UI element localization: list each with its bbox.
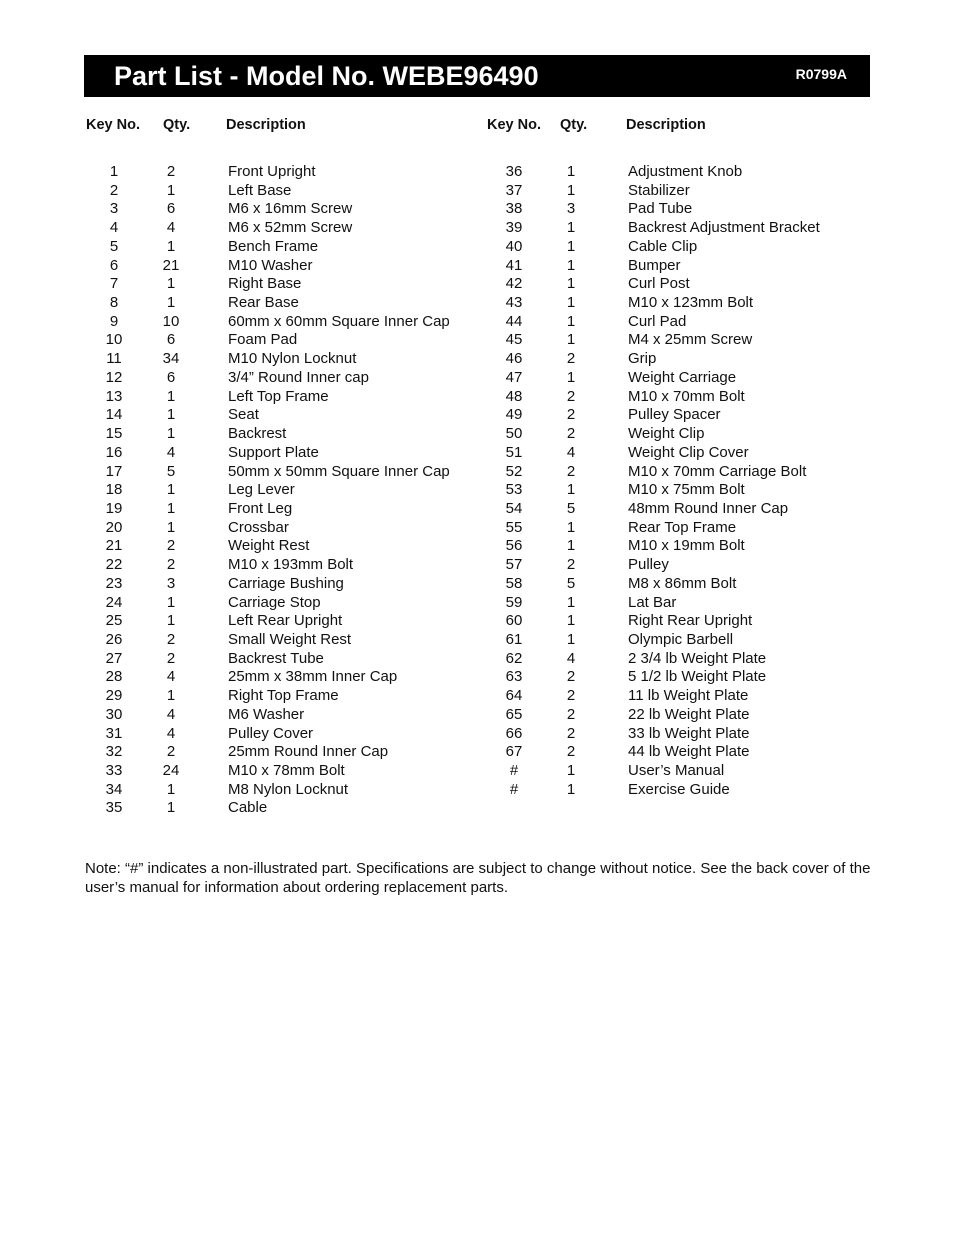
part-description: 3/4” Round Inner cap xyxy=(228,368,369,386)
part-qty: 1 xyxy=(566,518,576,536)
part-row xyxy=(0,706,870,725)
part-key-no: 37 xyxy=(505,181,523,199)
part-key-no: 2 xyxy=(109,181,119,199)
part-description: Carriage Bushing xyxy=(228,574,344,592)
part-description: M10 x 75mm Bolt xyxy=(628,481,745,499)
part-description: M10 x 70mm Bolt xyxy=(628,387,745,405)
part-key-no: 48 xyxy=(505,387,523,405)
part-row xyxy=(0,275,870,294)
part-row xyxy=(0,781,870,800)
part-description: 22 lb Weight Plate xyxy=(628,705,750,723)
part-qty: 6 xyxy=(166,368,176,386)
part-description: M10 x 70mm Carriage Bolt xyxy=(628,462,807,480)
part-key-no: 38 xyxy=(505,200,523,218)
part-qty: 1 xyxy=(166,237,176,255)
part-qty: 1 xyxy=(166,780,176,798)
part-key-no: 20 xyxy=(105,518,123,536)
part-key-no: 13 xyxy=(105,387,123,405)
part-description: Pulley Spacer xyxy=(628,406,721,424)
part-key-no: 30 xyxy=(105,705,123,723)
part-key-no: 33 xyxy=(105,762,123,779)
part-key-no: 28 xyxy=(105,668,123,686)
part-qty: 1 xyxy=(166,499,176,517)
part-key-no: 14 xyxy=(105,406,123,424)
left-header-description: Description xyxy=(226,117,306,133)
part-qty: 1 xyxy=(566,312,576,330)
part-row xyxy=(0,369,870,388)
part-key-no: 46 xyxy=(505,350,523,368)
part-qty: 1 xyxy=(166,687,176,705)
part-row xyxy=(0,799,470,818)
part-qty: 2 xyxy=(566,668,576,686)
footnote: Note: “#” indicates a non-illustrated part. Specifications are subject to change without notice. See the back cover of the user’s manual for information about ordering replacement parts. xyxy=(85,860,871,896)
part-description: Right Top Frame xyxy=(228,687,339,705)
part-key-no: 11 xyxy=(106,350,122,368)
part-description: Bumper xyxy=(628,256,681,274)
part-row xyxy=(0,425,870,444)
part-qty: 6 xyxy=(166,200,176,218)
part-qty: 2 xyxy=(566,743,576,761)
part-key-no: 5 xyxy=(109,237,119,255)
part-key-no: 52 xyxy=(505,462,523,480)
part-description: Backrest xyxy=(228,425,287,443)
part-key-no: 15 xyxy=(105,425,123,443)
part-description: M10 x 19mm Bolt xyxy=(628,537,745,555)
part-qty: 4 xyxy=(166,724,176,742)
part-description: 60mm x 60mm Square Inner Cap xyxy=(228,312,450,330)
part-qty: 1 xyxy=(166,799,176,817)
part-description: Left Top Frame xyxy=(228,387,329,405)
part-qty: 2 xyxy=(166,556,176,574)
part-key-no: 39 xyxy=(505,219,523,237)
part-description: Rear Base xyxy=(228,294,299,312)
part-qty: 2 xyxy=(566,556,576,574)
part-qty: 1 xyxy=(566,163,576,180)
part-qty: 2 xyxy=(566,687,576,705)
part-key-no: 54 xyxy=(505,499,523,517)
part-key-no: # xyxy=(509,762,519,779)
part-qty: 3 xyxy=(566,200,576,218)
part-description: Weight Carriage xyxy=(628,368,737,386)
part-qty: 1 xyxy=(566,219,576,237)
part-qty: 1 xyxy=(166,294,176,312)
part-row xyxy=(0,406,870,425)
part-description: 50mm x 50mm Square Inner Cap xyxy=(228,462,450,480)
part-key-no: 65 xyxy=(505,705,523,723)
part-description: M10 x 78mm Bolt xyxy=(228,762,345,779)
part-description: Adjustment Knob xyxy=(628,163,743,180)
part-description: Carriage Stop xyxy=(228,593,321,611)
part-key-no: 64 xyxy=(505,687,523,705)
page-title: Part List - Model No. WEBE96490 xyxy=(114,61,539,91)
part-description: Weight Rest xyxy=(228,537,310,555)
part-key-no: 43 xyxy=(505,294,523,312)
part-description: 2 3/4 lb Weight Plate xyxy=(628,649,767,667)
part-qty: 3 xyxy=(166,574,176,592)
part-key-no: 9 xyxy=(109,312,119,330)
part-qty: 2 xyxy=(566,724,576,742)
part-key-no: 19 xyxy=(105,499,123,517)
part-qty: 1 xyxy=(566,481,576,499)
part-description: Foam Pad xyxy=(228,331,298,349)
right-header-key-no: Key No. xyxy=(487,117,541,133)
part-key-no: 7 xyxy=(109,275,119,293)
part-description: 25mm Round Inner Cap xyxy=(228,743,389,761)
part-key-no: 42 xyxy=(505,275,523,293)
part-description: Left Base xyxy=(228,181,292,199)
part-key-no: 4 xyxy=(109,219,119,237)
part-key-no: 34 xyxy=(105,780,123,798)
part-qty: 2 xyxy=(566,350,576,368)
part-qty: 4 xyxy=(566,649,576,667)
part-key-no: 17 xyxy=(105,462,123,480)
part-key-no: 56 xyxy=(505,537,523,555)
part-row xyxy=(0,762,870,781)
part-key-no: 55 xyxy=(505,518,523,536)
part-qty: 5 xyxy=(566,574,576,592)
part-qty: 1 xyxy=(166,181,176,199)
part-qty: 5 xyxy=(166,462,176,480)
part-key-no: 50 xyxy=(505,425,523,443)
part-description: Cable Clip xyxy=(628,237,698,255)
part-qty: 1 xyxy=(166,425,176,443)
part-row xyxy=(0,182,870,201)
part-qty: 1 xyxy=(166,387,176,405)
part-qty: 2 xyxy=(566,705,576,723)
part-qty: 1 xyxy=(166,406,176,424)
part-qty: 1 xyxy=(566,331,576,349)
part-row xyxy=(0,668,870,687)
parts-list-right xyxy=(0,163,870,799)
part-description: Leg Lever xyxy=(228,481,295,499)
part-key-no: 10 xyxy=(105,331,123,349)
part-description: Grip xyxy=(628,350,657,368)
part-description: M8 Nylon Locknut xyxy=(228,780,349,798)
part-description: Weight Clip xyxy=(628,425,705,443)
part-key-no: 6 xyxy=(109,256,119,274)
part-key-no: 29 xyxy=(105,687,123,705)
part-row xyxy=(0,163,870,182)
part-key-no: 35 xyxy=(105,799,123,817)
part-row xyxy=(0,556,870,575)
part-description: Pulley xyxy=(628,556,669,574)
part-qty: 2 xyxy=(566,406,576,424)
part-description: Lat Bar xyxy=(628,593,677,611)
part-qty: 4 xyxy=(166,443,176,461)
part-key-no: 57 xyxy=(505,556,523,574)
part-description: Olympic Barbell xyxy=(628,630,734,648)
part-row xyxy=(0,331,870,350)
part-qty: 1 xyxy=(566,780,576,798)
part-qty: 1 xyxy=(166,518,176,536)
part-key-no: 21 xyxy=(105,537,123,555)
part-qty: 1 xyxy=(566,181,576,199)
part-description: Curl Pad xyxy=(628,312,687,330)
part-qty: 1 xyxy=(566,294,576,312)
part-description: Support Plate xyxy=(228,443,319,461)
right-header-description: Description xyxy=(626,117,706,133)
part-key-no: 23 xyxy=(105,574,123,592)
part-description: Exercise Guide xyxy=(628,780,730,798)
part-key-no: 67 xyxy=(505,743,523,761)
part-description: Stabilizer xyxy=(628,181,690,199)
part-key-no: # xyxy=(509,780,519,798)
part-qty: 2 xyxy=(166,649,176,667)
part-qty: 1 xyxy=(566,275,576,293)
part-row xyxy=(0,743,870,762)
part-description: Pad Tube xyxy=(628,200,693,218)
part-qty: 2 xyxy=(166,163,176,180)
part-description: 44 lb Weight Plate xyxy=(628,743,750,761)
part-qty: 4 xyxy=(166,705,176,723)
part-description: M10 Washer xyxy=(228,256,313,274)
part-description: Pulley Cover xyxy=(228,724,314,742)
title-bar xyxy=(84,55,870,97)
part-description: Backrest Adjustment Bracket xyxy=(628,219,820,237)
part-description: Right Rear Upright xyxy=(628,612,753,630)
part-qty: 24 xyxy=(162,762,180,779)
part-row xyxy=(0,500,870,519)
part-description: M8 x 86mm Bolt xyxy=(628,574,737,592)
part-row xyxy=(0,313,870,332)
part-qty: 2 xyxy=(166,630,176,648)
part-qty: 1 xyxy=(166,612,176,630)
part-description: Small Weight Rest xyxy=(228,630,352,648)
part-row xyxy=(0,612,870,631)
part-key-no: 16 xyxy=(105,443,123,461)
part-key-no: 60 xyxy=(505,612,523,630)
part-key-no: 47 xyxy=(505,368,523,386)
part-row xyxy=(0,219,870,238)
part-description: 25mm x 38mm Inner Cap xyxy=(228,668,398,686)
part-key-no: 53 xyxy=(505,481,523,499)
part-row xyxy=(0,200,870,219)
part-row xyxy=(0,257,870,276)
part-qty: 1 xyxy=(166,593,176,611)
part-row xyxy=(0,519,870,538)
part-description: M4 x 25mm Screw xyxy=(628,331,753,349)
part-row xyxy=(0,575,870,594)
part-key-no: 26 xyxy=(105,630,123,648)
part-key-no: 45 xyxy=(505,331,523,349)
part-key-no: 22 xyxy=(105,556,123,574)
part-qty: 2 xyxy=(166,537,176,555)
part-key-no: 27 xyxy=(105,649,123,667)
part-qty: 1 xyxy=(566,762,576,779)
part-description: M6 x 52mm Screw xyxy=(228,219,353,237)
part-qty: 4 xyxy=(566,443,576,461)
part-key-no: 62 xyxy=(505,649,523,667)
part-qty: 34 xyxy=(162,350,180,368)
part-key-no: 18 xyxy=(105,481,123,499)
part-row xyxy=(0,388,870,407)
part-key-no: 3 xyxy=(109,200,119,218)
part-key-no: 49 xyxy=(505,406,523,424)
part-row xyxy=(0,238,870,257)
part-description: Rear Top Frame xyxy=(628,518,737,536)
part-row xyxy=(0,463,870,482)
part-row xyxy=(0,350,870,369)
part-description: Backrest Tube xyxy=(228,649,324,667)
part-description: M10 Nylon Locknut xyxy=(228,350,357,368)
part-qty: 1 xyxy=(566,612,576,630)
part-qty: 5 xyxy=(566,499,576,517)
part-qty: 1 xyxy=(566,537,576,555)
part-qty: 2 xyxy=(166,743,176,761)
part-description: Curl Post xyxy=(628,275,690,293)
part-key-no: 51 xyxy=(505,443,523,461)
part-description: Cable xyxy=(228,799,268,817)
part-qty: 2 xyxy=(566,387,576,405)
part-qty: 2 xyxy=(566,425,576,443)
part-description: Weight Clip Cover xyxy=(628,443,749,461)
part-description: M6 Washer xyxy=(228,705,305,723)
part-row xyxy=(0,725,870,744)
part-row xyxy=(0,687,870,706)
part-description: Right Base xyxy=(228,275,302,293)
part-qty: 1 xyxy=(566,630,576,648)
part-key-no: 36 xyxy=(505,163,523,180)
part-description: 11 lb Weight Plate xyxy=(628,687,749,705)
part-description: Seat xyxy=(228,406,259,424)
part-description: M6 x 16mm Screw xyxy=(228,200,353,218)
part-description: M10 x 193mm Bolt xyxy=(228,556,354,574)
part-key-no: 25 xyxy=(105,612,123,630)
part-row xyxy=(0,631,870,650)
part-key-no: 44 xyxy=(505,312,523,330)
part-key-no: 1 xyxy=(109,163,119,180)
part-description: Bench Frame xyxy=(228,237,319,255)
part-key-no: 41 xyxy=(505,256,523,274)
document-code: R0799A xyxy=(795,66,847,82)
part-qty: 1 xyxy=(566,368,576,386)
part-qty: 4 xyxy=(166,668,176,686)
left-header-key-no: Key No. xyxy=(86,117,140,133)
part-description: Left Rear Upright xyxy=(228,612,343,630)
part-description: Front Upright xyxy=(228,163,316,180)
part-qty: 1 xyxy=(566,237,576,255)
part-qty: 1 xyxy=(166,481,176,499)
left-header-qty: Qty. xyxy=(163,117,191,133)
part-qty: 1 xyxy=(566,256,576,274)
part-row xyxy=(0,537,870,556)
part-description: 33 lb Weight Plate xyxy=(628,724,750,742)
part-description: 48mm Round Inner Cap xyxy=(628,499,789,517)
part-key-no: 40 xyxy=(505,237,523,255)
part-key-no: 59 xyxy=(505,593,523,611)
part-qty: 1 xyxy=(166,275,176,293)
part-description: M10 x 123mm Bolt xyxy=(628,294,754,312)
part-row xyxy=(0,444,870,463)
part-key-no: 31 xyxy=(105,724,123,742)
part-row xyxy=(0,594,870,613)
part-key-no: 61 xyxy=(505,630,523,648)
part-key-no: 58 xyxy=(505,574,523,592)
part-description: Front Leg xyxy=(228,499,293,517)
part-key-no: 8 xyxy=(109,294,119,312)
part-description: 5 1/2 lb Weight Plate xyxy=(628,668,767,686)
part-qty: 4 xyxy=(166,219,176,237)
part-row xyxy=(0,294,870,313)
part-row xyxy=(0,481,870,500)
part-description: Crossbar xyxy=(228,518,289,536)
part-description: User’s Manual xyxy=(628,762,725,779)
part-qty: 10 xyxy=(162,312,180,330)
part-key-no: 66 xyxy=(505,724,523,742)
part-key-no: 32 xyxy=(105,743,123,761)
right-header-qty: Qty. xyxy=(560,117,588,133)
part-key-no: 12 xyxy=(105,368,123,386)
part-qty: 21 xyxy=(162,256,180,274)
part-qty: 2 xyxy=(566,462,576,480)
part-key-no: 24 xyxy=(105,593,123,611)
part-key-no: 63 xyxy=(505,668,523,686)
part-qty: 1 xyxy=(566,593,576,611)
part-qty: 6 xyxy=(166,331,176,349)
part-row xyxy=(0,650,870,669)
